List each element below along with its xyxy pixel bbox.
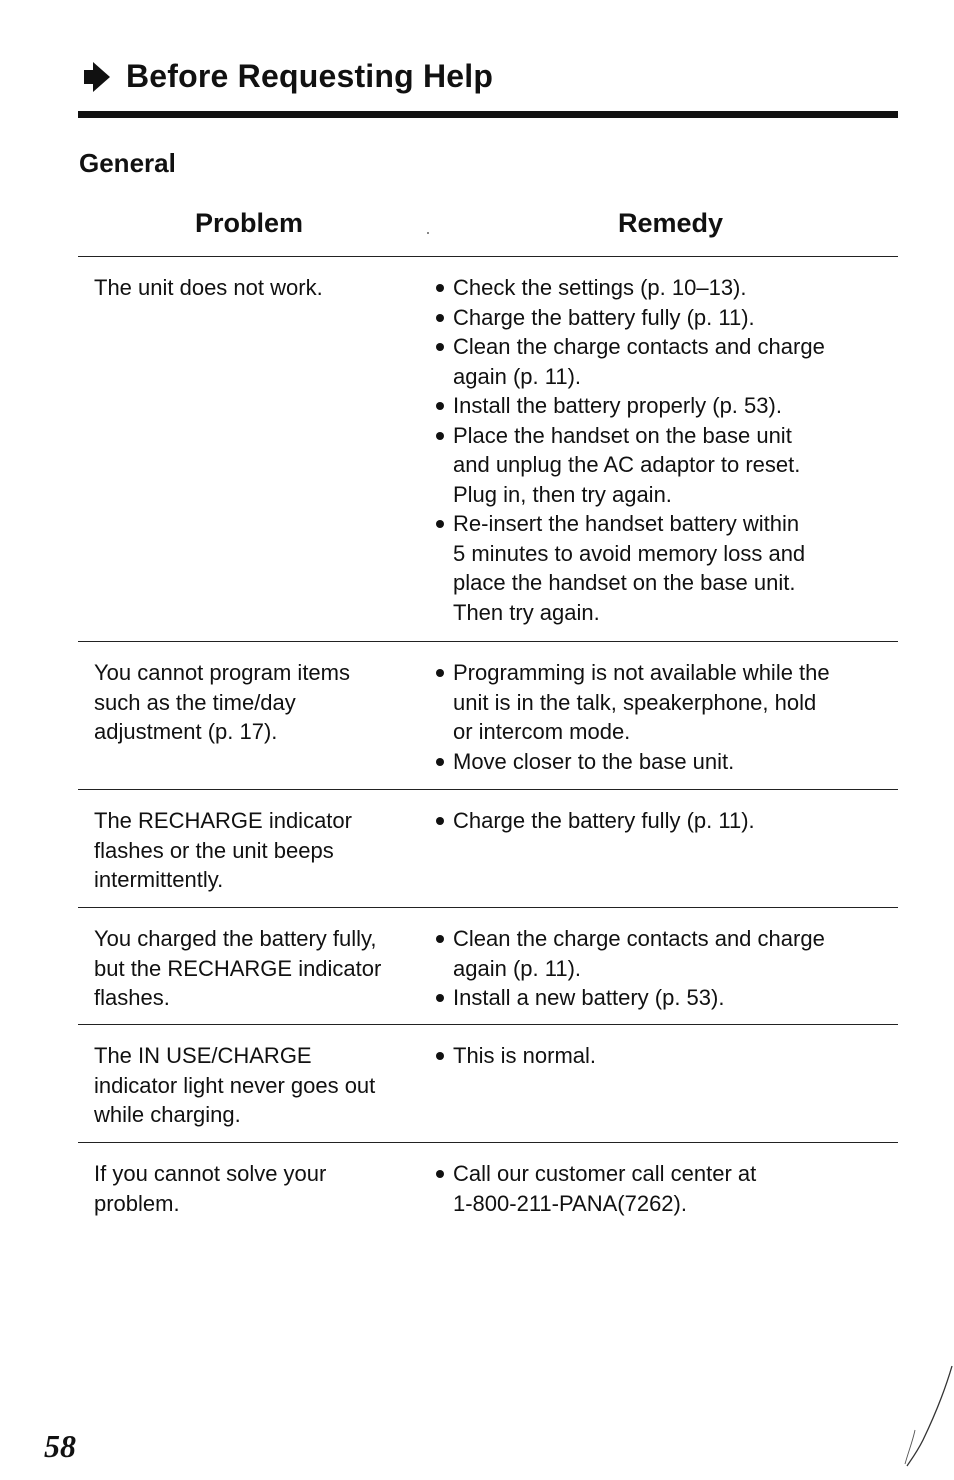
remedy-item — [436, 806, 898, 836]
remedy-text: Call our customer call center at 1-800-211-PANA(7262). — [453, 1161, 757, 1216]
remedy-text: Install the battery properly (p. 53). — [453, 393, 782, 418]
remedy-text: Place the handset on the base unit and unplug the AC adaptor to reset. Plug in, then try again. — [453, 422, 801, 507]
title-rule — [78, 111, 898, 118]
problem-text: The IN USE/CHARGE indicator light never goes out while charging. — [94, 1043, 376, 1127]
remedy-item — [436, 1159, 898, 1218]
remedy-text: Re-insert the handset battery within 5 minutes to avoid memory loss and place the handset on the base unit. Then try again. — [453, 511, 806, 625]
remedy-item — [436, 332, 898, 391]
table-row — [78, 907, 898, 1024]
column-header-remedy: Remedy — [618, 208, 724, 238]
remedy-item — [436, 1041, 898, 1071]
problem-text: You cannot program items such as the time/day adjustment (p. 17). — [94, 660, 350, 744]
bullet-icon — [436, 1170, 444, 1178]
remedy-list — [436, 1041, 898, 1142]
remedy-item — [436, 509, 898, 627]
bullet-icon — [436, 520, 444, 528]
bullet-icon — [436, 343, 444, 351]
remedy-item — [436, 303, 898, 333]
remedy-list — [436, 658, 898, 789]
remedy-text: Clean the charge contacts and charge again (p. 11). — [453, 334, 825, 389]
table-row — [78, 1142, 898, 1232]
bullet-icon — [436, 284, 444, 292]
remedy-text: Charge the battery fully (p. 11). — [453, 808, 755, 833]
page-number: 58 — [44, 1428, 76, 1464]
remedy-list — [436, 1159, 898, 1232]
remedy-text: Programming is not available while the unit is in the talk, speakerphone, hold or intercom mode. — [453, 660, 830, 744]
remedy-list — [436, 806, 898, 907]
table-row — [78, 256, 898, 641]
bullet-icon — [436, 1052, 444, 1060]
bullet-icon — [436, 935, 444, 943]
remedy-text: Check the settings (p. 10–13). — [453, 275, 747, 300]
bullet-icon — [436, 669, 444, 677]
remedy-text: This is normal. — [453, 1043, 597, 1068]
remedy-item — [436, 983, 898, 1013]
bullet-icon — [436, 314, 444, 322]
problem-text: The unit does not work. — [94, 275, 323, 300]
remedy-text: Charge the battery fully (p. 11). — [453, 304, 755, 330]
page-header — [80, 58, 493, 95]
table-row — [78, 641, 898, 789]
section-title: General — [79, 148, 176, 178]
table-row — [78, 1024, 898, 1142]
remedy-list — [436, 273, 898, 641]
remedy-item — [436, 658, 898, 747]
page-title: Before Requesting Help — [126, 58, 494, 94]
bullet-icon — [436, 432, 444, 440]
problem-text: The RECHARGE indicator flashes or the unit beeps intermittently. — [94, 808, 352, 892]
bullet-icon — [436, 817, 444, 825]
remedy-item — [436, 747, 898, 777]
bullet-icon — [436, 758, 444, 766]
header-dot — [427, 232, 429, 234]
table-row — [78, 789, 898, 907]
arrow-right-icon — [80, 60, 112, 94]
remedy-text: Move closer to the base unit. — [453, 748, 735, 774]
remedy-item — [436, 391, 898, 421]
column-header-problem: Problem — [195, 208, 304, 238]
remedy-item — [436, 421, 898, 510]
problem-text: You charged the battery fully, but the RECHARGE indicator flashes. — [94, 926, 382, 1010]
troubleshooting-table — [78, 256, 898, 1232]
bullet-icon — [436, 994, 444, 1002]
remedy-item — [436, 924, 898, 983]
remedy-item — [436, 273, 898, 303]
remedy-list — [436, 924, 898, 1024]
remedy-text: Clean the charge contacts and charge again (p. 11). — [453, 926, 825, 981]
remedy-text: Install a new battery (p. 53). — [453, 985, 725, 1010]
scan-mark — [895, 1360, 954, 1470]
bullet-icon — [436, 402, 444, 410]
problem-text: If you cannot solve your problem. — [94, 1161, 327, 1216]
